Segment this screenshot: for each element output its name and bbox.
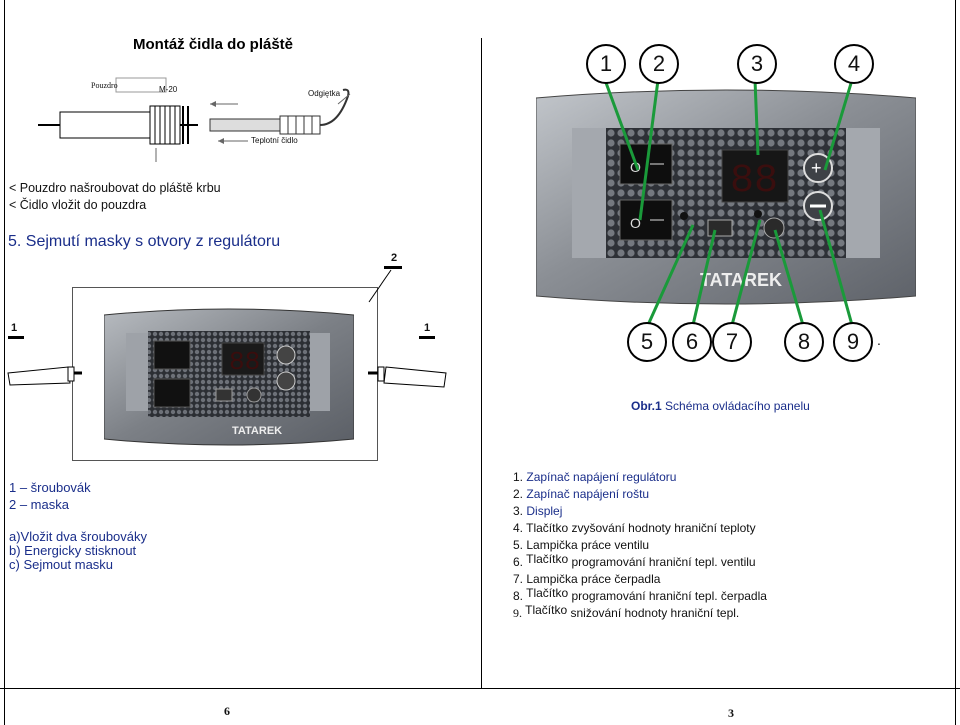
callout-2: 2	[639, 44, 679, 84]
callout-4: 4	[834, 44, 874, 84]
screwdriver-right	[366, 355, 450, 395]
left-page-border	[4, 0, 5, 725]
center-divider	[481, 38, 482, 688]
list-item: 9. Tlačítko snižování hodnoty hraniční tepl.	[513, 603, 740, 620]
page-number-right: 3	[728, 706, 734, 720]
callout-9: 9	[833, 322, 873, 362]
list-item: 1. Zapínač napájení regulátoru	[513, 470, 677, 484]
marker-1-left-bar	[8, 336, 24, 339]
list-item: 4. Tlačítko zvyšování hodnoty hraniční teploty	[513, 521, 756, 535]
list-item: 3. Displej	[513, 504, 563, 518]
list-item: 5. Lampička práce ventilu	[513, 538, 650, 552]
callout-7: 7	[712, 322, 752, 362]
note-1: < Pouzdro našroubovat do pláště krbu	[9, 181, 221, 195]
marker-2-leader	[365, 268, 395, 308]
svg-text:O: O	[630, 215, 641, 231]
marker-2: 2	[391, 252, 398, 264]
marker-1-right: 1	[424, 322, 431, 334]
marker-1-right-bar	[419, 336, 435, 339]
small-control-panel	[104, 307, 354, 447]
dot-mark: .	[877, 332, 881, 348]
note-2: < Čidlo vložit do pouzdra	[9, 198, 147, 212]
marker-1-left: 1	[11, 322, 18, 334]
callout-5: 5	[627, 322, 667, 362]
callout-1: 1	[586, 44, 626, 84]
callout-8: 8	[784, 322, 824, 362]
label-m20: M-20	[159, 85, 178, 94]
callout-6: 6	[672, 322, 712, 362]
bottom-rule	[0, 688, 960, 689]
list-item: 6. Tlačítko programování hraniční tepl. ventilu	[513, 552, 756, 569]
caption-text: Schéma ovládacího panelu	[661, 399, 810, 413]
page-number-left: 6	[224, 704, 230, 718]
svg-text:TATAREK: TATAREK	[232, 425, 283, 437]
right-page-border	[955, 0, 956, 725]
figure-caption	[631, 399, 810, 413]
page-title: Montáž čidla do pláště	[133, 36, 294, 53]
caption-prefix: Obr.1	[631, 399, 662, 413]
list-item: 8. Tlačítko programování hraniční tepl. čerpadla	[513, 586, 767, 603]
legend-list	[513, 469, 767, 622]
step-c: c) Sejmout masku	[9, 557, 114, 572]
label-pouzdro: Pouzdro	[91, 81, 118, 90]
legend-mask: 2 – maska	[9, 497, 69, 512]
svg-text:88: 88	[730, 159, 779, 204]
callout-arrows	[560, 70, 900, 340]
svg-text:TATAREK: TATAREK	[700, 270, 782, 290]
step-b: b) Energicky stisknout	[9, 543, 137, 558]
step-a: a)Vložit dva šroubováky	[9, 529, 148, 544]
label-odgietka: Odgiętka	[308, 89, 341, 98]
screwdriver-left	[6, 355, 86, 395]
legend-screwdriver: 1 – šroubovák	[9, 480, 91, 495]
section-heading: 5. Sejmutí masky s otvory z regulátoru	[8, 233, 281, 250]
svg-text:O: O	[630, 159, 641, 175]
callout-3: 3	[737, 44, 777, 84]
list-item: 2. Zapínač napájení roštu	[513, 487, 650, 501]
list-item: 7. Lampička práce čerpadla	[513, 572, 661, 586]
svg-text:88: 88	[229, 347, 261, 377]
label-teplotni-cidlo: Teplotní čidlo	[251, 136, 298, 145]
svg-text:+: +	[811, 158, 822, 178]
